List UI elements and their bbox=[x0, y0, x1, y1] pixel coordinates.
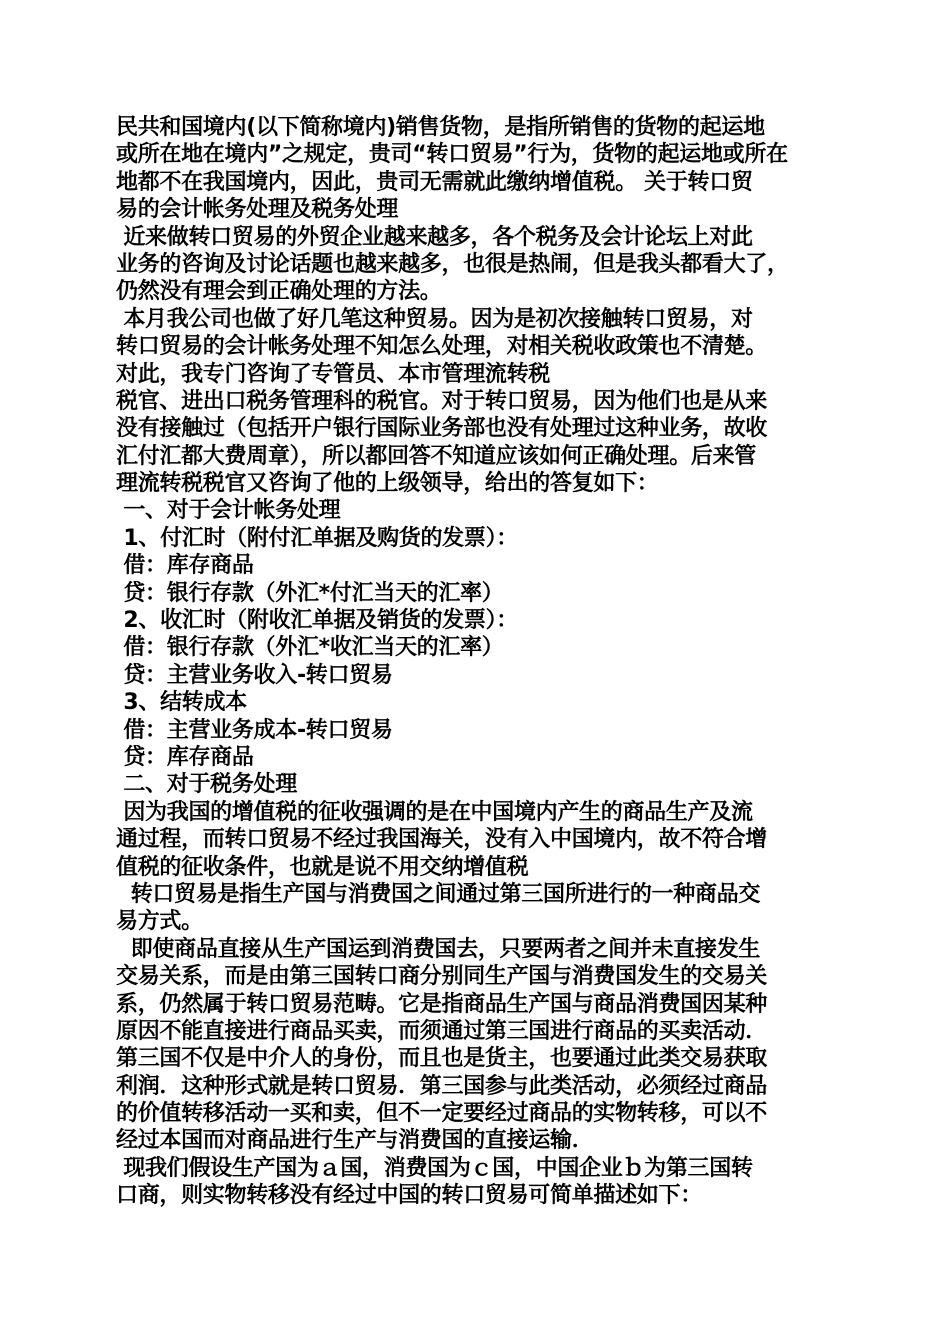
text-line: 易方式。 bbox=[116, 909, 203, 935]
text-line: 借：主营业务成本-转口贸易 bbox=[116, 717, 393, 743]
text-line: 税官、进出口税务管理科的税官。对于转口贸易，因为他们也是从来 bbox=[116, 388, 768, 414]
text-line: 借：银行存款（外汇*收汇当天的汇率） bbox=[116, 635, 504, 661]
text-line: 理流转税税官又咨询了他的上级领导，给出的答复如下： bbox=[116, 471, 659, 497]
text-line: 仍然没有理会到正确处理的方法。 bbox=[116, 279, 442, 305]
text-line: 经过本国而对商品进行生产与消费国的直接运输． bbox=[116, 1128, 594, 1154]
text-line: 口商，则实物转移没有经过中国的转口贸易可简单描述如下： bbox=[116, 1183, 702, 1209]
text-line: 对此，我专门咨询了专管员、本市管理流转税 bbox=[116, 361, 551, 387]
text-line: 近来做转口贸易的外贸企业越来越多，各个税务及会计论坛上对此 bbox=[116, 224, 753, 250]
text-line: 1、付汇时（附付汇单据及购货的发票）： bbox=[116, 525, 518, 551]
text-line: 转口贸易的会计帐务处理不知怎么处理，对相关税收政策也不清楚。 bbox=[116, 334, 768, 360]
text-line: 借：库存商品 bbox=[116, 553, 254, 579]
text-line: 通过程，而转口贸易不经过我国海关，没有入中国境内，故不符合增 bbox=[116, 827, 768, 853]
text-line: 贷：银行存款（外汇*付汇当天的汇率） bbox=[116, 580, 504, 606]
text-line: 原因不能直接进行商品买卖，而须通过第三国进行商品的买卖活动． bbox=[116, 1018, 768, 1044]
text-line: 现我们假设生产国为ａ国，消费国为ｃ国，中国企业ｂ为第三国转 bbox=[116, 1155, 753, 1181]
text-line: 系，仍然属于转口贸易范畴。它是指商品生产国与商品消费国因某种 bbox=[116, 991, 768, 1017]
text-line: 贷：库存商品 bbox=[116, 744, 254, 770]
text-line: 地都不在我国境内，因此，贵司无需就此缴纳增值税。 关于转口贸 bbox=[116, 169, 753, 195]
text-line: 利润．这种形式就是转口贸易．第三国参与此类活动，必须经过商品 bbox=[116, 1073, 768, 1099]
section-heading: 二、对于税务处理 bbox=[116, 772, 297, 798]
text-line: 3、结转成本 bbox=[116, 690, 247, 716]
section-heading: 一、对于会计帐务处理 bbox=[116, 498, 341, 524]
text-line: 2、收汇时（附收汇单据及销货的发票）： bbox=[116, 608, 518, 634]
text-line: 贷：主营业务收入-转口贸易 bbox=[116, 662, 393, 688]
text-line: 汇付汇都大费周章），所以都回答不知道应该如何正确处理。后来管 bbox=[116, 443, 757, 469]
text-line: 的价值转移活动一买和卖，但不一定要经过商品的实物转移，可以不 bbox=[116, 1101, 768, 1127]
text-line: 没有接触过（包括开户银行国际业务部也没有处理过这种业务，故收 bbox=[116, 416, 768, 442]
text-line: 因为我国的增值税的征收强调的是在中国境内产生的商品生产及流 bbox=[116, 799, 753, 825]
text-line: 或所在地在境内”之规定，贵司“转口贸易”行为，货物的起运地或所在 bbox=[116, 142, 788, 168]
text-line: 转口贸易是指生产国与消费国之间通过第三国所进行的一种商品交 bbox=[116, 881, 761, 907]
document-body bbox=[116, 114, 846, 1210]
text-line: 第三国不仅是中介人的身份，而且也是货主，也要通过此类交易获取 bbox=[116, 1046, 768, 1072]
text-line: 本月我公司也做了好几笔这种贸易。因为是初次接触转口贸易，对 bbox=[116, 306, 753, 332]
text-line: 交易关系，而是由第三国转口商分别同生产国与消费国发生的交易关 bbox=[116, 964, 768, 990]
text-line: 易的会计帐务处理及税务处理 bbox=[116, 197, 399, 223]
text-line: 业务的咨询及讨论话题也越来越多，也很是热闹，但是我头都看大了， bbox=[116, 251, 789, 277]
text-line: 值税的征收条件，也就是说不用交纳增值税 bbox=[116, 854, 529, 880]
text-line: 即使商品直接从生产国运到消费国去，只要两者之间并未直接发生 bbox=[116, 936, 761, 962]
text-line: 民共和国境内(以下简称境内)销售货物，是指所销售的货物的起运地 bbox=[116, 115, 765, 140]
